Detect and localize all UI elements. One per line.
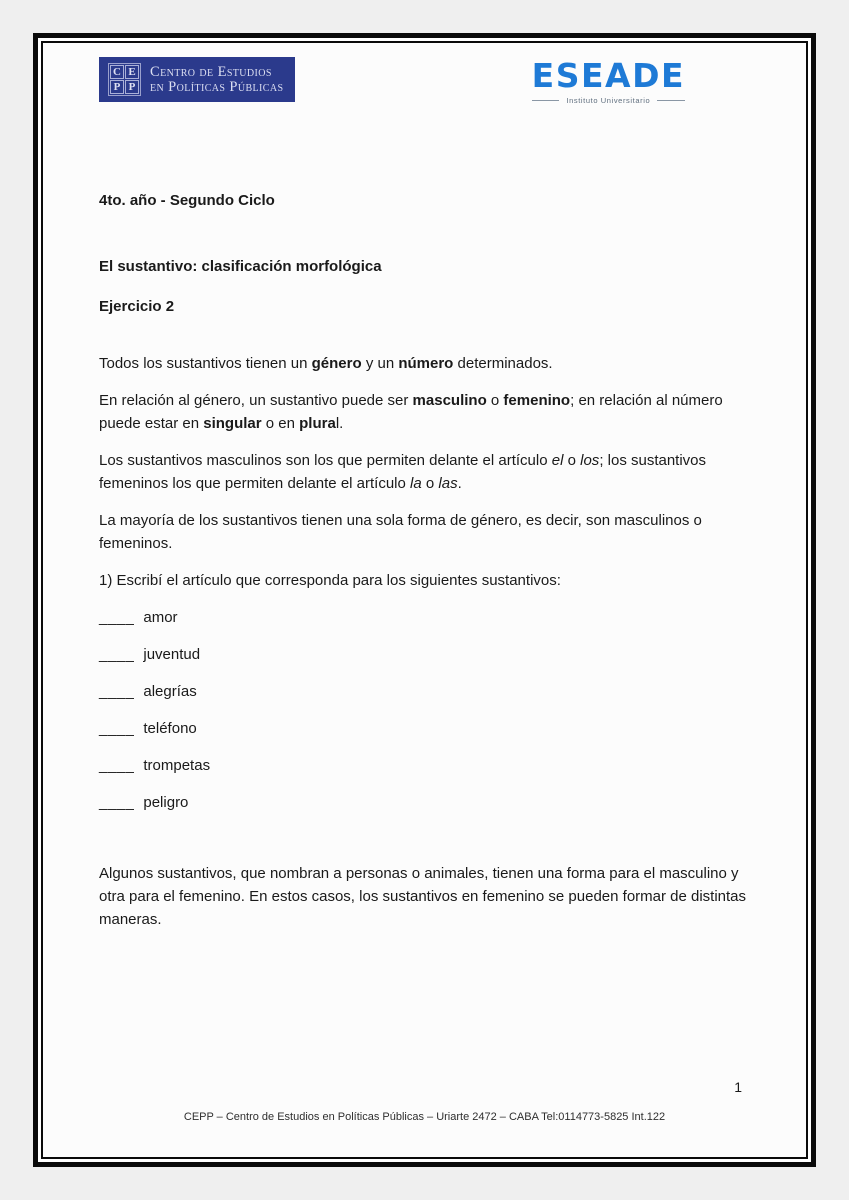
noun-word: teléfono [143, 720, 197, 737]
italic-text: los [580, 452, 600, 469]
document-title: El sustantivo: clasificación morfológica [99, 258, 382, 275]
bold-text: femenino [503, 392, 571, 409]
noun-word: juventud [143, 646, 201, 663]
eseade-wordmark: ESEADE [531, 56, 685, 95]
text: Los sustantivos masculinos son los que permiten delante el artículo [99, 452, 552, 469]
cepp-logo [99, 57, 295, 102]
page-content [43, 43, 806, 1157]
italic-text: el [551, 452, 564, 469]
text: ; en relación al número puede estar en [99, 392, 723, 432]
grade-line: 4to. año - Segundo Ciclo [99, 192, 275, 209]
noun-word: trompetas [143, 757, 211, 774]
article-blank: ____ [99, 646, 135, 663]
article-blank: ____ [99, 794, 135, 811]
exercise-item [99, 680, 750, 703]
outer-border-frame [33, 33, 816, 1167]
closing-paragraph: Algunos sustantivos, que nombran a personas o animales, tienen una forma para el masculino y otra para el femenino. En estos casos, los sustantivos en femenino se pueden formar de distintas maneras. [99, 865, 747, 928]
eseade-subtitle: Instituto Universitario [566, 96, 651, 105]
paragraph [99, 569, 747, 592]
paragraph [99, 389, 747, 435]
paragraphs-section [99, 352, 747, 592]
cepp-grid-letter: C [110, 65, 124, 79]
exercise-item [99, 643, 750, 666]
exercise-item [99, 754, 750, 777]
article-blank: ____ [99, 609, 135, 626]
bold-text: singular [203, 415, 262, 432]
exercise-item [99, 606, 750, 629]
text: . [457, 475, 462, 492]
cepp-letter-grid [110, 65, 139, 94]
cepp-name-line1: Centro de Estudios [150, 63, 272, 80]
exercise-item [99, 717, 750, 740]
article-blank: ____ [99, 720, 135, 737]
noun-word: peligro [143, 794, 189, 811]
article-blank: ____ [99, 757, 135, 774]
cepp-grid-icon [108, 63, 141, 96]
text: o [486, 392, 504, 409]
eseade-subtitle-row [532, 96, 685, 105]
bold-text: género [311, 355, 362, 372]
cepp-grid-letter: P [110, 80, 124, 94]
eseade-logo [531, 56, 685, 105]
text: determinados. [453, 355, 553, 372]
left-rule [532, 100, 560, 101]
inner-border-page [41, 41, 808, 1159]
page-header [99, 57, 750, 105]
text: Todos los sustantivos tienen un [99, 355, 312, 372]
italic-text: la [410, 475, 422, 492]
text: En relación al género, un sustantivo puede ser [99, 392, 413, 409]
exercise-item [99, 791, 750, 814]
paragraph [99, 509, 747, 555]
text: o en [261, 415, 300, 432]
exercise-blank-list [99, 606, 750, 814]
cepp-grid-letter: E [125, 65, 139, 79]
bold-text: masculino [412, 392, 487, 409]
text: 1) Escribí el artículo que corresponda para los siguientes sustantivos: [99, 572, 561, 589]
text: ; los sustantivos femeninos los que permiten delante el artículo [99, 452, 707, 492]
italic-text: las [438, 475, 458, 492]
noun-word: amor [143, 609, 178, 626]
text: o [421, 475, 439, 492]
text: y un [361, 355, 399, 372]
bold-text: plura [299, 415, 336, 432]
right-rule [657, 100, 685, 101]
article-blank: ____ [99, 683, 135, 700]
page-number: 1 [734, 1079, 742, 1095]
cepp-grid-letter: P [125, 80, 139, 94]
text: o [563, 452, 581, 469]
footer-text: CEPP – Centro de Estudios en Políticas Públicas – Uriarte 2472 – CABA Tel:0114773-5825 Int.122 [183, 1111, 666, 1123]
exercise-label: Ejercicio 2 [99, 298, 175, 315]
cepp-logo-text [150, 65, 283, 95]
paragraph [99, 449, 747, 495]
cepp-name-line2: en Políticas Públicas [150, 78, 284, 95]
bold-text: número [398, 355, 454, 372]
text: La mayoría de los sustantivos tienen una sola forma de género, es decir, son masculinos o femeninos. [99, 512, 702, 552]
noun-word: alegrías [143, 683, 197, 700]
paragraph [99, 352, 747, 375]
text: l. [335, 415, 344, 432]
